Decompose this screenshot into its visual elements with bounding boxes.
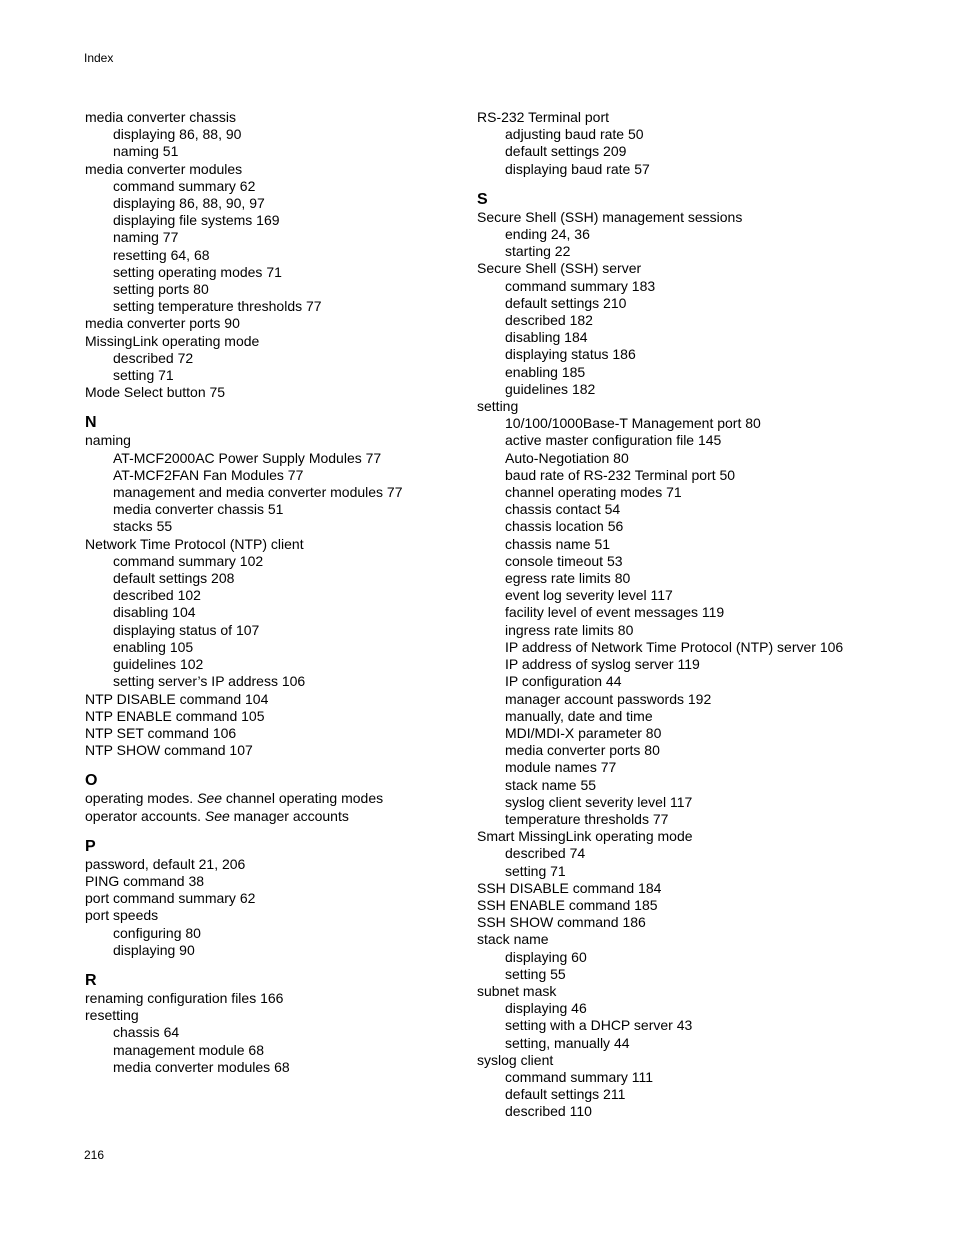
section-letter: O (85, 772, 98, 790)
index-subentry: starting 22 (505, 243, 571, 260)
index-subentry: adjusting baud rate 50 (505, 126, 644, 143)
index-subentry: manager account passwords 192 (505, 690, 712, 707)
section-letter: R (85, 971, 97, 989)
index-entry: media converter modules (85, 160, 243, 177)
index-entry: MissingLink operating mode (85, 332, 260, 349)
index-column-left (85, 109, 525, 1076)
index-subentry: setting 55 (505, 965, 566, 982)
index-subentry: displaying 86, 88, 90 (113, 126, 242, 143)
index-entry: stack name (477, 931, 549, 948)
index-subentry: AT-MCF2FAN Fan Modules 77 (113, 466, 304, 483)
index-entry: NTP SET command 106 (85, 724, 237, 741)
index-subentry: active master configuration file 145 (505, 432, 722, 449)
index-subentry: naming 51 (113, 143, 179, 160)
index-subentry: displaying baud rate 57 (505, 160, 650, 177)
index-subentry: enabling 105 (113, 638, 194, 655)
index-entry: subnet mask (477, 982, 557, 999)
index-subentry: event log severity level 117 (505, 587, 673, 604)
index-subentry: management module 68 (113, 1041, 264, 1058)
index-subentry: temperature thresholds 77 (505, 810, 669, 827)
index-subentry: setting with a DHCP server 43 (505, 1017, 693, 1034)
index-subentry: stacks 55 (113, 518, 173, 535)
index-section (85, 838, 525, 959)
index-entry: NTP SHOW command 107 (85, 742, 253, 759)
index-subentry: setting 71 (113, 367, 174, 384)
index-section (85, 972, 525, 1076)
index-subentry: IP configuration 44 (505, 673, 622, 690)
index-subentry: guidelines 182 (505, 380, 596, 397)
index-subentry: enabling 185 (505, 363, 586, 380)
index-entry: media converter chassis (85, 109, 236, 125)
index-entry: resetting (85, 1007, 139, 1024)
index-entry: naming (85, 432, 131, 449)
index-entry: media converter ports 90 (85, 315, 240, 332)
index-subentry: command summary 111 (505, 1068, 654, 1085)
index-entry: NTP ENABLE command 105 (85, 707, 265, 724)
index-subentry: baud rate of RS-232 Terminal port 50 (505, 466, 736, 483)
index-subentry: chassis location 56 (505, 518, 624, 535)
index-subentry: displaying file systems 169 (113, 212, 280, 229)
index-subentry: command summary 102 (113, 552, 264, 569)
index-subentry: setting temperature thresholds 77 (113, 298, 322, 315)
index-subentry: setting, manually 44 (505, 1034, 630, 1051)
index-subentry: displaying 90 (113, 941, 195, 958)
index-section (477, 191, 897, 1121)
index-subentry: command summary 62 (113, 177, 256, 194)
index-subentry: IP address of syslog server 119 (505, 656, 700, 673)
index-subentry: resetting 64, 68 (113, 246, 210, 263)
index-entry: NTP DISABLE command 104 (85, 690, 269, 707)
index-subentry: described 72 (113, 349, 194, 366)
index-subentry: syslog client severity level 117 (505, 793, 693, 810)
index-section (85, 109, 525, 401)
index-entry: Network Time Protocol (NTP) client (85, 535, 304, 552)
see-reference: See (204, 807, 230, 824)
index-entry: Secure Shell (SSH) management sessions (477, 208, 743, 225)
index-subentry: chassis 64 (113, 1024, 180, 1041)
index-subentry: guidelines 102 (113, 656, 204, 673)
index-subentry: default settings 210 (505, 294, 627, 311)
index-subentry: displaying status 186 (505, 346, 636, 363)
index-subentry: displaying 60 (505, 948, 587, 965)
index-subentry: egress rate limits 80 (505, 570, 631, 587)
index-subentry: disabling 184 (505, 329, 588, 346)
index-entry (85, 808, 525, 825)
index-subentry: management and media converter modules 77 (113, 484, 403, 501)
index-entry: Smart MissingLink operating mode (477, 828, 693, 845)
index-entry: setting (477, 398, 519, 415)
index-subentry: described 110 (505, 1103, 592, 1120)
index-subentry: setting 71 (505, 862, 566, 879)
entry-text: operating modes. (85, 790, 198, 807)
see-target: manager accounts (229, 807, 349, 824)
index-subentry: media converter ports 80 (505, 742, 660, 759)
index-subentry: setting ports 80 (113, 281, 209, 298)
index-subentry: media converter modules 68 (113, 1058, 290, 1075)
index-entry: password, default 21, 206 (85, 855, 246, 872)
index-subentry: described 102 (113, 587, 201, 604)
index-section (85, 414, 525, 759)
index-subentry: facility level of event messages 119 (505, 604, 725, 621)
index-section (85, 772, 525, 824)
index-subentry: IP address of Network Time Protocol (NTP) server 106 (505, 638, 844, 655)
index-entry (85, 790, 525, 807)
index-subentry: disabling 104 (113, 604, 196, 621)
index-subentry: stack name 55 (505, 776, 597, 793)
page-number: 216 (84, 1148, 105, 1162)
index-subentry: console timeout 53 (505, 552, 623, 569)
index-entry: renaming configuration files 166 (85, 989, 284, 1006)
index-entry: SSH DISABLE command 184 (477, 879, 662, 896)
entry-text: operator accounts. (85, 807, 205, 824)
index-subentry: media converter chassis 51 (113, 501, 284, 518)
index-subentry: default settings 208 (113, 570, 235, 587)
index-entry: port speeds (85, 907, 159, 924)
index-subentry: chassis name 51 (505, 535, 611, 552)
index-subentry: described 74 (505, 845, 586, 862)
index-subentry: displaying 86, 88, 90, 97 (113, 195, 265, 212)
index-subentry: default settings 211 (505, 1086, 626, 1103)
index-subentry: setting server’s IP address 106 (113, 673, 306, 690)
index-subentry: MDI/MDI-X parameter 80 (505, 724, 662, 741)
index-subentry: displaying status of 107 (113, 621, 260, 638)
index-subentry: setting operating modes 71 (113, 263, 282, 280)
index-entry: RS-232 Terminal port (477, 109, 610, 125)
index-subentry: described 182 (505, 312, 593, 329)
index-entry: port command summary 62 (85, 890, 256, 907)
index-entry: Secure Shell (SSH) server (477, 260, 642, 277)
index-subentry: 10/100/1000Base-T Management port 80 (505, 415, 761, 432)
index-section (477, 109, 897, 178)
index-subentry: configuring 80 (113, 924, 201, 941)
index-subentry: chassis contact 54 (505, 501, 621, 518)
see-target: channel operating modes (222, 790, 384, 807)
index-subentry: displaying 46 (505, 1000, 587, 1017)
index-subentry: channel operating modes 71 (505, 484, 682, 501)
index-subentry: default settings 209 (505, 143, 627, 160)
section-letter: N (85, 414, 97, 432)
see-reference: See (197, 790, 222, 807)
running-header: Index (84, 51, 114, 65)
index-entry: SSH SHOW command 186 (477, 914, 646, 931)
index-subentry: ending 24, 36 (505, 226, 590, 243)
index-subentry: module names 77 (505, 759, 617, 776)
index-entry: SSH ENABLE command 185 (477, 896, 658, 913)
index-entry: Mode Select button 75 (85, 384, 226, 401)
index-subentry: AT-MCF2000AC Power Supply Modules 77 (113, 449, 382, 466)
index-column-right (477, 109, 897, 1121)
index-subentry: Auto-Negotiation 80 (505, 449, 629, 466)
index-entry: PING command 38 (85, 872, 205, 889)
index-subentry: naming 77 (113, 229, 179, 246)
section-letter: S (477, 190, 488, 208)
index-subentry: ingress rate limits 80 (505, 621, 634, 638)
index-subentry: manually, date and time (505, 707, 653, 724)
section-letter: P (85, 837, 96, 855)
index-entry: syslog client (477, 1051, 554, 1068)
index-subentry: command summary 183 (505, 277, 656, 294)
